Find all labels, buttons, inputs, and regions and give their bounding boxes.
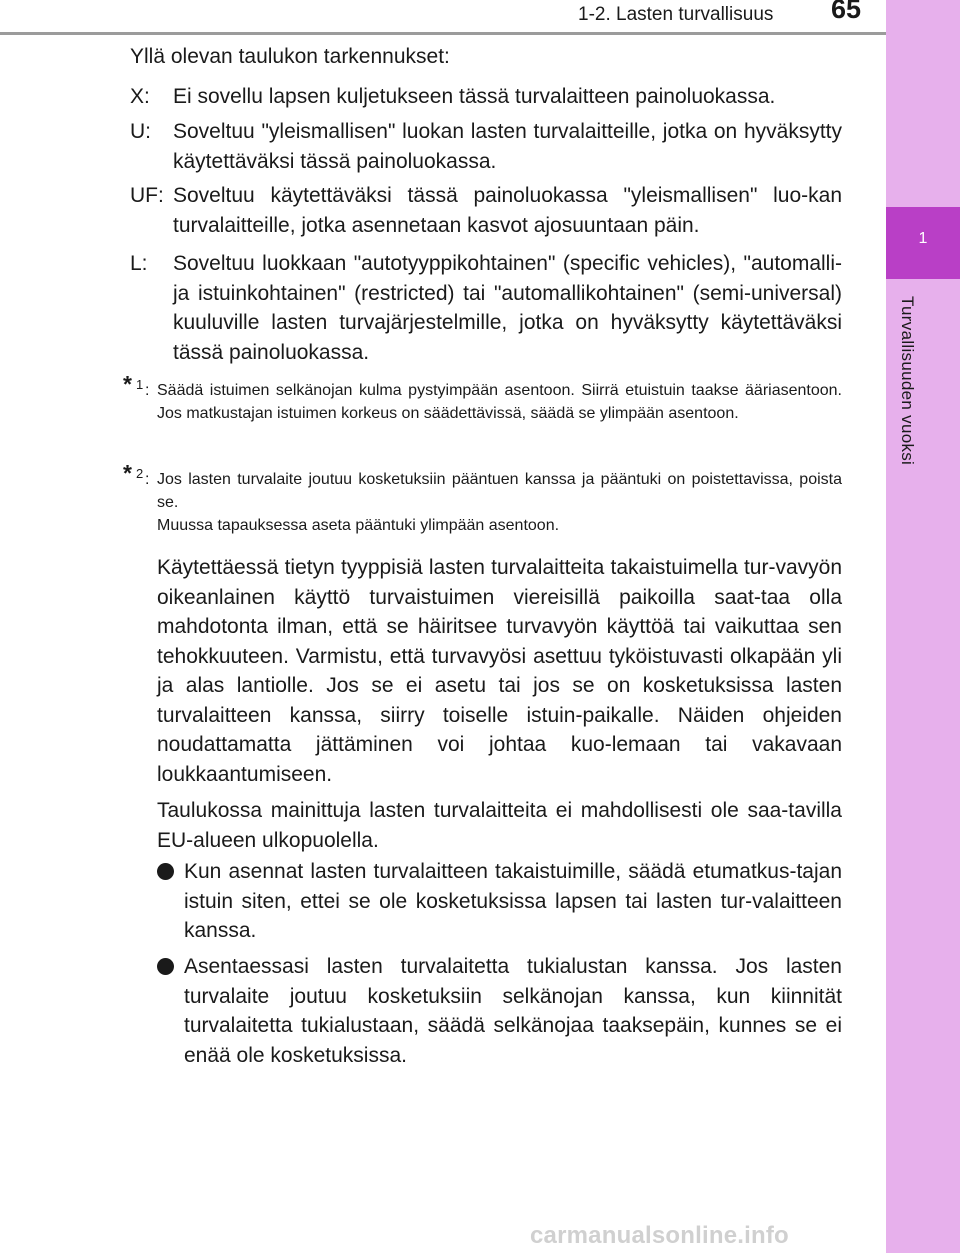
footnote-1 bbox=[123, 371, 842, 425]
definition-u bbox=[130, 117, 842, 176]
body-paragraph-2: Taulukossa mainittuja lasten turvalaitteita ei mahdollisesti ole saa-tavilla EU-alueen ulkopuolella. bbox=[157, 799, 842, 852]
footnote-text: Säädä istuimen selkänojan kulma pystyimpään asentoon. Siirrä etuistuin taakse ääriasentoon. Jos matkustajan istuimen korkeus on säädettävissä, säädä se ylimpään asentoon. bbox=[157, 382, 842, 422]
bullet-item-1 bbox=[157, 857, 842, 946]
chapter-title: Turvallisuuden vuoksi bbox=[898, 296, 917, 466]
bullet-dot-icon bbox=[157, 958, 174, 975]
definition-term: UF: bbox=[130, 184, 164, 207]
body-paragraph-1: Käytettäessä tietyn tyyppisiä lasten turvalaitteita takaistuimella tur-vavyön oikeanlainen käyttö turvaistuimen viereisillä paikoilla saat-taa olla mahdotonta ilman, että se häiritsee turvavyön käyttöä tai vaikuttaa sen tehokkuuteen. Varmistu, että turvavyösi asettuu tyköistuvasti olkapään yli ja alas lantiolle. Jos se ei asetu tai jos se on kosketuksissa lasten turvalaitteen kanssa, siirry toiselle istuin-paikalle. Näiden ohjeiden noudattamatta jättäminen voi johtaa kuo-lemaan tai vakavaan loukkaantumiseen. bbox=[157, 556, 842, 786]
definition-term: L: bbox=[130, 252, 148, 275]
footnote-2 bbox=[123, 460, 842, 537]
bullet-item-2 bbox=[157, 952, 842, 1070]
definition-l bbox=[130, 249, 842, 367]
header-rule bbox=[0, 32, 886, 35]
definition-term: U: bbox=[130, 120, 151, 143]
footnote-asterisk: * bbox=[123, 371, 132, 397]
footnote-colon: : bbox=[145, 471, 150, 488]
bullet-text: Kun asennat lasten turvalaitteen takaistuimille, säädä etumatkus-tajan istuin siten, ettei se ole kosketuksissa lapsen tai lasten tur-valaitteen kanssa. bbox=[184, 860, 842, 942]
footnote-asterisk: * bbox=[123, 460, 132, 486]
section-title: 1-2. Lasten turvallisuus bbox=[578, 4, 774, 25]
definition-uf bbox=[130, 181, 842, 240]
page-number: 65 bbox=[806, 0, 886, 30]
definition-x bbox=[130, 82, 842, 112]
chapter-number: 1 bbox=[918, 230, 928, 247]
footnote-colon: : bbox=[145, 382, 150, 399]
bullet-dot-icon bbox=[157, 863, 174, 880]
footnote-number: 2 bbox=[136, 466, 144, 481]
footnote-text: Jos lasten turvalaite joutuu kosketuksiin pääntuen kanssa ja pääntuki on poistettavissa, poista se. bbox=[157, 471, 842, 511]
footnote-text-continued: Muussa tapauksessa aseta pääntuki ylimpään asentoon. bbox=[157, 517, 560, 534]
definition-text: Ei sovellu lapsen kuljetukseen tässä turvalaitteen painoluokassa. bbox=[173, 85, 776, 108]
definition-text: Soveltuu luokkaan "autotyyppikohtainen" (specific vehicles), "automalli- ja istuinkohtainen" (restricted) tai "automallikohtainen" (semi-universal) kuuluville lasten turvajärjestelmille, jotka on hyväksytty käytettäväksi tässä painoluokassa. bbox=[173, 252, 842, 364]
legend-intro: Yllä olevan taulukon tarkennukset: bbox=[130, 45, 450, 68]
watermark: carmanualsonline.info bbox=[530, 1222, 789, 1249]
bullet-text: Asentaessasi lasten turvalaitetta tukialustan kanssa. Jos lasten turvalaite joutuu kosketuksiin selkänojan kanssa, kun kiinnität turvalaitetta tukialustaan, säädä selkänojaa taaksepäin, kunnes se ei enää ole kosketuksissa. bbox=[184, 955, 842, 1067]
definition-term: X: bbox=[130, 85, 150, 108]
definition-text: Soveltuu "yleismallisen" luokan lasten turvalaitteille, jotka on hyväksytty käytettäväksi tässä painoluokassa. bbox=[173, 120, 842, 173]
footnote-number: 1 bbox=[136, 377, 144, 392]
definition-text: Soveltuu käytettäväksi tässä painoluokassa "yleismallisen" luo-kan turvalaitteille, jotka asennetaan kasvot ajosuuntaan päin. bbox=[173, 184, 842, 237]
chapter-side-tab bbox=[886, 0, 960, 1253]
